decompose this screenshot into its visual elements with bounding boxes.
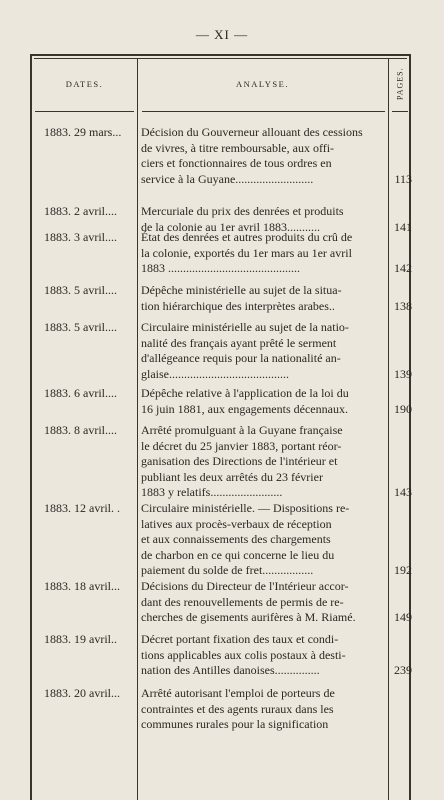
entry-line: Décret portant fixation des taux et condi-	[141, 632, 339, 646]
entry-line: service à la Guyane..........................	[141, 171, 314, 186]
index-table	[30, 54, 411, 800]
entry-line: de charbon en ce qui concerne le lieu du	[141, 547, 335, 562]
entry-line: ganisation des Directions de l'intérieur et	[141, 454, 338, 468]
entry-line: nalité des français ayant prêté le serment	[141, 335, 337, 350]
entry-analysis	[141, 579, 384, 626]
entry-line: 1883 ............................................	[141, 261, 300, 275]
entry-page: 139	[394, 366, 412, 381]
entry-line: la colonie, exportés du 1er mars au 1er avril	[141, 245, 352, 260]
entry-analysis	[141, 632, 384, 679]
entry-line: d'allégeance requis pour la nationalité an-	[141, 351, 341, 365]
entry-date: 1883. 20 avril...	[44, 686, 120, 700]
entry-line: État des denrées et autres produits du crû de	[141, 230, 353, 244]
entry-line: ciers et fonctionnaires de tous ordres en	[141, 156, 332, 170]
entry-date: 1883. 12 avril. .	[44, 501, 120, 515]
entry-line: paiement du solde de fret.................	[141, 563, 314, 577]
entry-page: 113	[394, 171, 412, 186]
entry-line: tion hiérarchique des interprètes arabes..	[141, 298, 335, 313]
header-pages: PAGES.	[395, 67, 405, 100]
entry-line: cherches de gisements aurifères à M. Riamé.	[141, 610, 356, 624]
entry-line: Circulaire ministérielle. — Dispositions re-	[141, 501, 350, 515]
entry-line: Décisions du Directeur de l'Intérieur accor-	[141, 579, 349, 593]
entry-date: 1883. 2 avril....	[44, 204, 117, 218]
entry-page: 239	[394, 663, 412, 677]
entry-date: 1883. 5 avril....	[44, 320, 117, 334]
header-analyse: ANALYSE.	[236, 78, 289, 89]
entry-analysis	[141, 125, 384, 187]
entry-line: glaise........................................	[141, 366, 289, 381]
entry-line: 16 juin 1881, aux engagements décennaux.	[141, 401, 348, 416]
entry-line: Circulaire ministérielle au sujet de la natio-	[141, 320, 349, 334]
entry-line: communes rurales pour la signification	[141, 717, 329, 731]
entry-line: et aux connaissements des chargements	[141, 532, 331, 546]
entry-line: de la colonie au 1er avril 1883...........	[141, 219, 320, 234]
entry-date: 1883. 18 avril...	[44, 579, 120, 593]
entry-line: Dépêche ministérielle au sujet de la situa-	[141, 283, 342, 297]
entry-line: Mercuriale du prix des denrées et produits	[141, 204, 344, 218]
entry-analysis	[141, 423, 384, 501]
header-dates: DATES.	[65, 78, 104, 89]
entry-analysis	[141, 230, 384, 277]
entry-line: contraintes et des agents ruraux dans les	[141, 701, 334, 716]
entry-line: latives aux procès-verbaux de réception	[141, 516, 332, 531]
entry-line: Décision du Gouverneur allouant des cessions	[141, 125, 363, 139]
entry-line: tions applicables aux colis postaux à desti-	[141, 647, 346, 662]
entry-line: nation des Antilles danoises...............	[141, 663, 320, 677]
entry-line: Arrêté autorisant l'emploi de porteurs de	[141, 686, 335, 700]
entry-date: 1883. 3 avril....	[44, 230, 117, 244]
entry-analysis	[141, 386, 384, 417]
entry-analysis	[141, 320, 384, 382]
header-rule-dates	[35, 111, 134, 112]
entry-line: Dépêche relative à l'application de la loi du	[141, 386, 349, 400]
entry-line: publiant les deux arrêtés du 23 février	[141, 469, 323, 484]
entry-page: 143	[394, 485, 412, 499]
entry-page: 192	[394, 563, 412, 577]
entry-date: 1883. 19 avril..	[44, 632, 117, 646]
entry-date: 1883. 6 avril....	[44, 386, 117, 400]
entry-line: Arrêté promulguant à la Guyane française	[141, 423, 343, 437]
page-number: — XI —	[195, 27, 249, 42]
entry-line: dant des renouvellements de permis de re-	[141, 594, 344, 609]
column-divider-pages	[388, 59, 389, 800]
entry-date: 1883. 29 mars...	[44, 125, 122, 139]
entry-page: 138	[394, 298, 412, 313]
entry-page: 142	[394, 261, 412, 275]
entry-line: 1883 y relatifs........................	[141, 485, 283, 499]
entry-line: de vivres, à titre remboursable, aux offi-	[141, 140, 335, 155]
entry-date: 1883. 8 avril....	[44, 423, 117, 437]
header-rule-analyse	[142, 111, 385, 112]
entry-analysis	[141, 283, 384, 314]
entry-page: 141	[394, 219, 412, 234]
entry-page: 149	[394, 610, 412, 624]
entry-analysis	[141, 686, 384, 733]
entry-analysis	[141, 501, 384, 579]
entry-line: le décret du 25 janvier 1883, portant réor-	[141, 438, 342, 453]
entry-date: 1883. 5 avril....	[44, 283, 117, 297]
header-rule-pages	[392, 111, 408, 112]
column-divider-dates	[137, 59, 138, 800]
entry-page: 190	[394, 401, 412, 416]
